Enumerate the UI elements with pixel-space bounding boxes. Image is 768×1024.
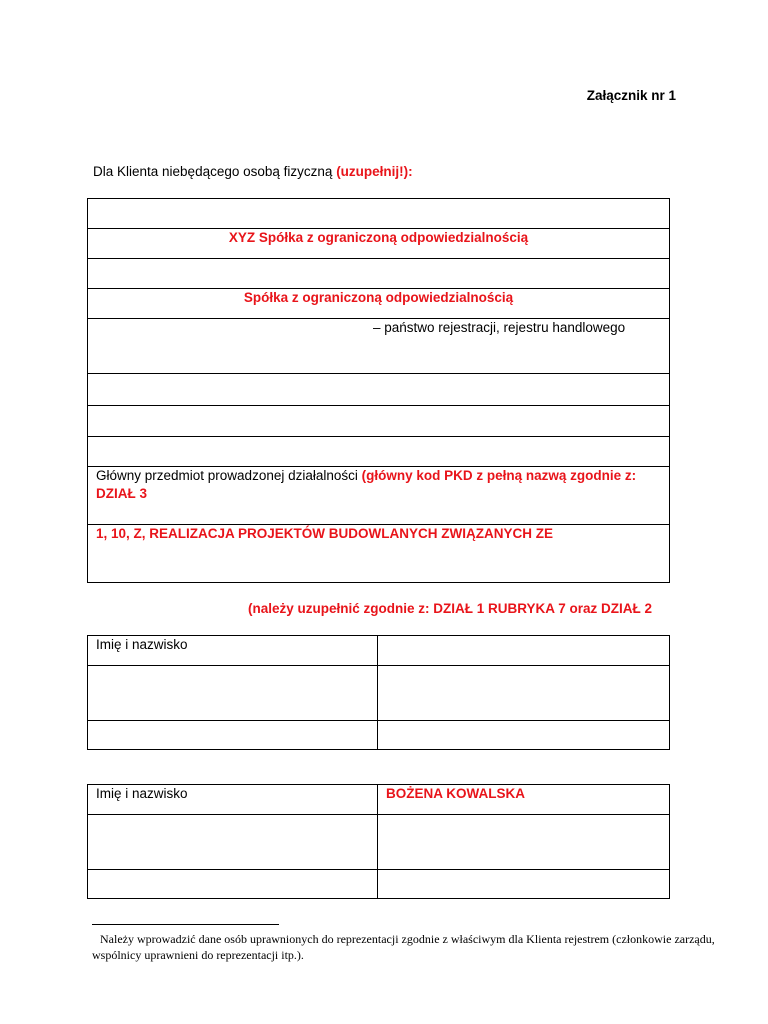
company-row-empty-3[interactable] xyxy=(88,374,670,406)
person1-name-label: Imię i nazwisko xyxy=(96,637,188,652)
company-name: XYZ Spółka z ograniczoną odpowiedzialnością xyxy=(228,230,529,245)
person2-row3-label-cell xyxy=(88,870,378,899)
person2-name-label-cell xyxy=(88,785,378,815)
company-table xyxy=(87,198,670,583)
legal-form-cell[interactable] xyxy=(88,289,670,319)
person1-row3-label-cell xyxy=(88,721,378,750)
person1-name-value-cell[interactable] xyxy=(378,636,670,666)
person2-row3-value-cell[interactable] xyxy=(378,870,670,899)
activity-hint: (główny kod PKD z pełną nazwą zgodnie z: DZIAŁ 3 xyxy=(96,468,637,501)
person1-name-label-cell xyxy=(88,636,378,666)
footnote-divider xyxy=(92,924,279,925)
person2-name-label: Imię i nazwisko xyxy=(96,786,188,801)
registration-label: – państwo rejestracji, rejestru handlowego xyxy=(373,320,626,335)
activity-value: 1, 10, Z, REALIZACJA PROJEKTÓW BUDOWLANYCH ZWIĄZANYCH ZE xyxy=(96,526,554,541)
company-row-empty-2[interactable] xyxy=(88,259,670,289)
activity-value-cell[interactable] xyxy=(88,525,670,583)
person-table-1 xyxy=(87,635,670,750)
person2-name-value-cell[interactable] xyxy=(378,785,670,815)
company-row-empty-5[interactable] xyxy=(88,437,670,467)
person-table-2 xyxy=(87,784,670,899)
company-name-cell[interactable] xyxy=(88,229,670,259)
attachment-label: Załącznik nr 1 xyxy=(586,88,676,103)
company-row-empty-4[interactable] xyxy=(88,406,670,437)
person1-row2-label-cell xyxy=(88,666,378,721)
intro-hint: (uzupełnij!): xyxy=(336,164,413,179)
company-row-empty-1[interactable] xyxy=(88,199,670,229)
person1-row2-value-cell[interactable] xyxy=(378,666,670,721)
footnote-text: Należy wprowadzić dane osób uprawnionych do reprezentacji zgodnie z właściwym dla Klienta rejestrem (członkowie zarządu, wspólnicy uprawnieni do reprezentacji itp.). xyxy=(92,932,715,962)
activity-label: Główny przedmiot prowadzonej działalności xyxy=(96,468,358,483)
legal-form: Spółka z ograniczoną odpowiedzialnością xyxy=(243,290,514,305)
person2-row2-label-cell xyxy=(88,815,378,870)
intro-text: Dla Klienta niebędącego osobą fizyczną xyxy=(93,164,333,179)
fill-note: (należy uzupełnić zgodnie z: DZIAŁ 1 RUBRYKA 7 oraz DZIAŁ 2 xyxy=(248,601,653,616)
activity-cell[interactable] xyxy=(88,467,670,525)
person1-row3-value-cell[interactable] xyxy=(378,721,670,750)
person2-row2-value-cell[interactable] xyxy=(378,815,670,870)
client-intro xyxy=(93,164,413,179)
person2-name-value: BOŻENA KOWALSKA xyxy=(386,786,525,801)
registration-cell[interactable] xyxy=(88,319,670,374)
